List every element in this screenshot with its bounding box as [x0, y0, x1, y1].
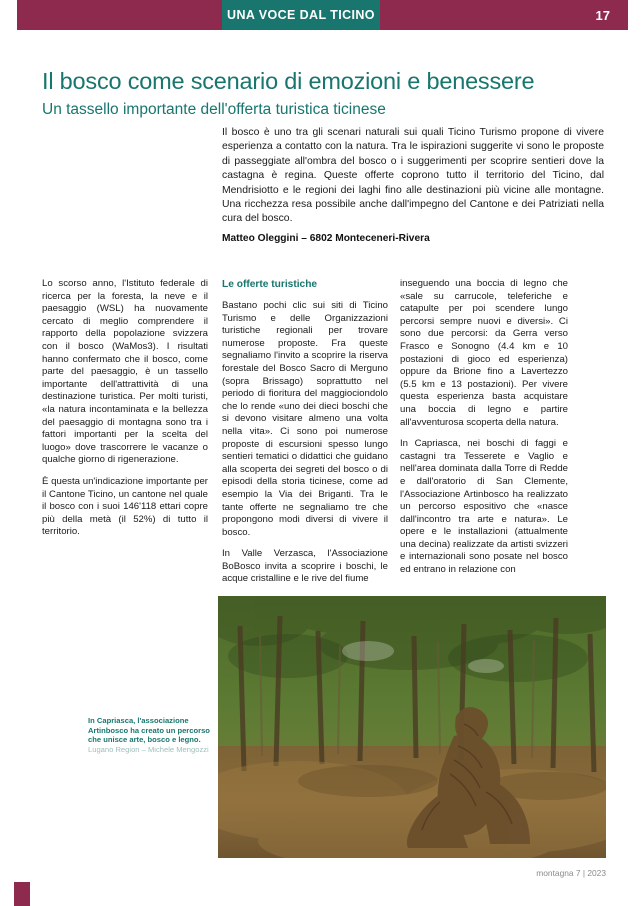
section-label-text: UNA VOCE DAL TICINO [227, 8, 375, 22]
column-three [400, 278, 568, 586]
photo-credit: Lugano Region – Michele Mengozzi [88, 744, 209, 754]
intro-block [222, 126, 604, 246]
page-subtitle: Un tassello importante dell'offerta turistica ticinese [42, 100, 386, 118]
article-photo [218, 596, 606, 858]
column-two-heading: Le offerte turistiche [222, 279, 318, 290]
page-number: 17 [595, 7, 610, 23]
bottom-left-accent [14, 882, 30, 906]
photo-caption-text: In Capriasca, l'associazione Artinbosco ha creato un percorso che unisce arte, bosco e legno. [88, 716, 210, 745]
section-label-banner [222, 0, 380, 30]
column-three-paragraph-2: In Capriasca, nei boschi di faggi e castagni tra Tesserete e Vaglio e nell'area dominata dalla Torre di Redde e dall'oratorio di San Clemente, l'Associazione Artinbosco ha realizzato un percorso espositivo che «nasce dall'incontro tra arte e natura». Le opere e le installazioni (attualmente una decina) realizzate da artisti svizzeri e internazionali sono posate nel bosco ed entrano in relazione con [400, 438, 568, 576]
photo-caption [88, 716, 210, 754]
article-author: Matteo Oleggini – 6802 Monteceneri-Rivera [222, 232, 430, 244]
column-one-paragraph-1: Lo scorso anno, l'Istituto federale di ricerca per la foresta, la neve e il paesaggio (WSL) ha nuovamente cercato di meglio comprendere il rapporto della popolazione svizzera con il bosco (WaMos3). I risultati hanno confermato che il bosco, come parte del paesaggio, è un tassello importante dell'attrattività di una destinazione turistica. Per molti turisti, «la natura incontaminata e la bellezza del paesaggio di montagna sono tra i fattori importanti per la scelta del luogo» dove trascorrere le vacanze o qualche giorno di rigenerazione. [42, 278, 208, 466]
column-one-paragraph-2: È questa un'indicazione importante per il Cantone Ticino, un cantone nel quale il bosco con i suoi 146'118 ettari copre più della metà (il 52%) di tutto il territorio. [42, 475, 208, 538]
column-one [42, 278, 208, 548]
left-margin-rule [14, 0, 17, 906]
intro-text: Il bosco è uno tra gli scenari naturali sui quali Ticino Turismo propone di vivere esperienza a contatto con la natura. Tra le ispirazioni suggerite vi sono le proposte di passeggiate all'ombra del bosco o i suggerimenti per scoprire sentieri dove la castagna è regina. Queste offerte coprono tutto il territorio del Ticino, dal Mendrisiotto e le regioni dei laghi fino alle destinazioni più vicine alle montagne. Una ricchezza resa possibile anche dall'impegno del Cantone e dei Patriziati nella cura del bosco. [222, 127, 604, 225]
column-two [222, 278, 388, 595]
column-three-paragraph-1: inseguendo una boccia di legno che «sale su carrucole, teleferiche e catapulte per poi scendere lungo percorsi sempre nuovi e diversi». Ci sono due percorsi: da Gerra verso Frasco e Sonogno (4.4 km e 10 postazioni di gioco ed esperienza) oppure da Brione fino a Lavertezzo (5.5 km e 13 postazioni). Per vivere questa esperienza basta acquistare una boccia di legno e partire all'avventurosa scoperta della natura. [400, 278, 568, 428]
column-two-paragraph-2: In Valle Verzasca, l'Associazione BoBosco invita a scoprire i boschi, le acque cristalline e le rive del fiume [222, 548, 388, 585]
header-left-accent [14, 0, 222, 30]
footer-text: montagna 7 | 2023 [536, 868, 606, 878]
header-band [0, 0, 642, 34]
column-two-paragraph-1: Bastano pochi clic sui siti di Ticino Turismo e delle Organizzazioni turistiche regionali per trovare numerose proposte. Fra queste segnaliamo l'invito a scoprire la riserva forestale del Bosco Sacro di Merguno (sopra Brissago) soprattutto nel periodo di fioritura del maggiociondolo che lo rende «uno dei dieci boschi che si devono visitare almeno una volta nella vita». Ci sono poi numerose proposte di escursioni spesso lungo sentieri tematici o didattici che guidano alla scoperta dei segreti del bosco o di episodi della storia ticinese, come ad esempio la Via dei Briganti. Tra le tante offerte ne segnaliamo tre che propongono modi diversi di vivere il bosco. [222, 300, 388, 538]
page-number-banner [380, 0, 628, 30]
page-title: Il bosco come scenario di emozioni e benessere [42, 67, 535, 94]
